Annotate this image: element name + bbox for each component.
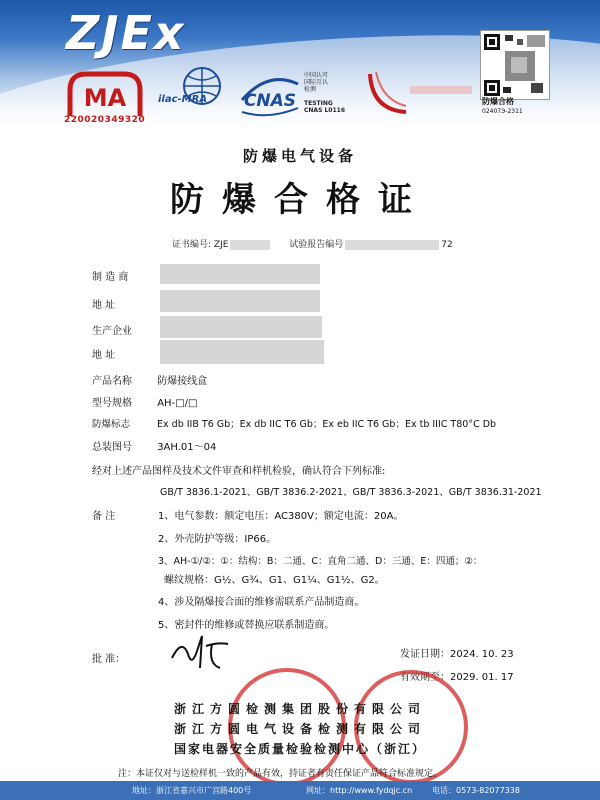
field-label: 地 址 bbox=[92, 350, 116, 361]
field-label: 总装图号 bbox=[92, 442, 132, 453]
note-item: 2、外壳防护等级：IP66。 bbox=[158, 534, 277, 545]
cert-number-label: 证书编号: ZJE bbox=[172, 240, 229, 250]
document-title: 防爆合格证 bbox=[170, 180, 430, 220]
producer-redacted bbox=[160, 316, 322, 338]
report-number-redacted bbox=[345, 240, 439, 250]
note-item: 螺纹规格：G½、G¾、G1、G1¼、G1½、G2。 bbox=[164, 575, 385, 586]
note-item: 5、密封件的维修或替换应联系制造商。 bbox=[158, 620, 335, 631]
cma-logo-icon bbox=[64, 68, 146, 120]
field-label: 生产企业 bbox=[92, 326, 132, 337]
issue-date-value: 2024. 10. 23 bbox=[450, 649, 514, 660]
footer-bar bbox=[0, 781, 600, 800]
field-label: 地 址 bbox=[92, 300, 116, 311]
issue-date-row bbox=[400, 645, 514, 660]
approver-signature-icon bbox=[168, 628, 248, 678]
standards-list: GB/T 3836.1-2021、GB/T 3836.2-2021、GB/T 3836.3-2021、GB/T 3836.31-2021 bbox=[160, 487, 542, 498]
cnas-logo-icon bbox=[238, 70, 302, 118]
note-item: 3、AH-①/②：①：结构：B：二通、C：直角二通、D：三通、E：四通；②： bbox=[158, 556, 483, 567]
cma-number: 220020349320 bbox=[64, 115, 146, 125]
cnas-side-text bbox=[304, 72, 344, 93]
field-label: 防爆标志 bbox=[92, 419, 131, 430]
footer-address: 地址：浙江省嘉兴市广宫路400号 bbox=[132, 786, 252, 795]
field-row-ex-marking bbox=[92, 416, 496, 430]
field-label: 制 造 商 bbox=[92, 272, 129, 283]
certificate-numbers bbox=[172, 237, 453, 250]
brand-logo: ZJEx bbox=[66, 6, 186, 60]
field-row-product-name bbox=[92, 372, 207, 387]
address-redacted bbox=[160, 290, 320, 312]
producer-address-redacted bbox=[160, 340, 324, 364]
field-value: Ex db IIB T6 Gb；Ex db IIC T6 Gb；Ex eb IIC T6 Gb；Ex tb IIIC T80°C Db bbox=[157, 419, 497, 430]
note-item: 1、电气参数：额定电压：AC380V；额定电流：20A。 bbox=[158, 511, 404, 522]
field-label: 型号规格 bbox=[92, 398, 132, 409]
ilac-label: ilac-MRA bbox=[158, 94, 208, 105]
qr-code-icon bbox=[481, 31, 549, 99]
svg-text:MA: MA bbox=[83, 84, 127, 112]
cnas-line-2: 国际互认 bbox=[304, 79, 329, 86]
field-value: 防爆接线盒 bbox=[157, 376, 208, 387]
report-number-suffix: 72 bbox=[441, 240, 453, 250]
report-number-label: 试验报告编号 bbox=[289, 240, 344, 250]
issuer-name: 浙江方圆电气设备检测有限公司 bbox=[173, 722, 426, 736]
document-subtitle: 防爆电气设备 bbox=[242, 147, 357, 165]
field-row-manufacturer bbox=[92, 268, 148, 283]
fangyuan-arc-logo-icon bbox=[366, 66, 486, 118]
footer-phone: 电话：0573-82077338 bbox=[432, 786, 520, 795]
notes-label-text: 备 注 bbox=[92, 511, 116, 522]
valid-date-value: 2029. 01. 17 bbox=[450, 672, 514, 683]
cnas-testing-text bbox=[304, 100, 348, 114]
manufacturer-redacted bbox=[160, 264, 320, 284]
field-label: 产品名称 bbox=[92, 376, 132, 387]
validity-footnote: 注：本证仅对与送检样机一致的产品有效，持证者有责任保证产品符合标准规定。 bbox=[118, 769, 443, 779]
note-item: 4、涉及隔爆接合面的维修需联系产品制造商。 bbox=[158, 597, 365, 608]
issuer-name: 国家电器安全质量检验检测中心（浙江） bbox=[173, 742, 426, 756]
valid-date-label: 有效期至： bbox=[400, 672, 450, 683]
field-row-producer bbox=[92, 322, 148, 337]
qr-code bbox=[480, 30, 550, 100]
ilac-globe-icon bbox=[158, 64, 228, 120]
cnas-line-3: 检测 bbox=[304, 86, 317, 93]
field-row-model bbox=[92, 394, 197, 409]
qr-label: 防爆合格 bbox=[482, 97, 514, 106]
cnas-testing-line: TESTING bbox=[304, 100, 333, 107]
qr-number: 02407Э-2311 bbox=[482, 108, 523, 115]
field-value: AH-□/□ bbox=[157, 398, 198, 409]
cnas-label: CNAS bbox=[243, 91, 297, 111]
approval-label: 批 准： bbox=[92, 654, 126, 665]
footer-website: 网址：http://www.fydqjc.cn bbox=[306, 786, 413, 795]
issuer-name: 浙江方圆检测集团股份有限公司 bbox=[173, 702, 426, 716]
field-row-drawing-number bbox=[92, 438, 216, 453]
field-row-address bbox=[92, 296, 148, 311]
issue-date-label: 发证日期： bbox=[400, 649, 450, 660]
cnas-lab-number: CNAS L0116 bbox=[304, 107, 346, 114]
field-row-producer-address bbox=[92, 346, 148, 361]
conformity-statement: 经对上述产品图样及技术文件审查和样机检验，确认符合下列标准: bbox=[92, 466, 386, 477]
cert-number-redacted bbox=[230, 240, 270, 250]
notes-label bbox=[92, 507, 148, 522]
cnas-line-1: 中国认可 bbox=[304, 72, 329, 79]
field-value: 3AH.01～04 bbox=[157, 442, 217, 453]
